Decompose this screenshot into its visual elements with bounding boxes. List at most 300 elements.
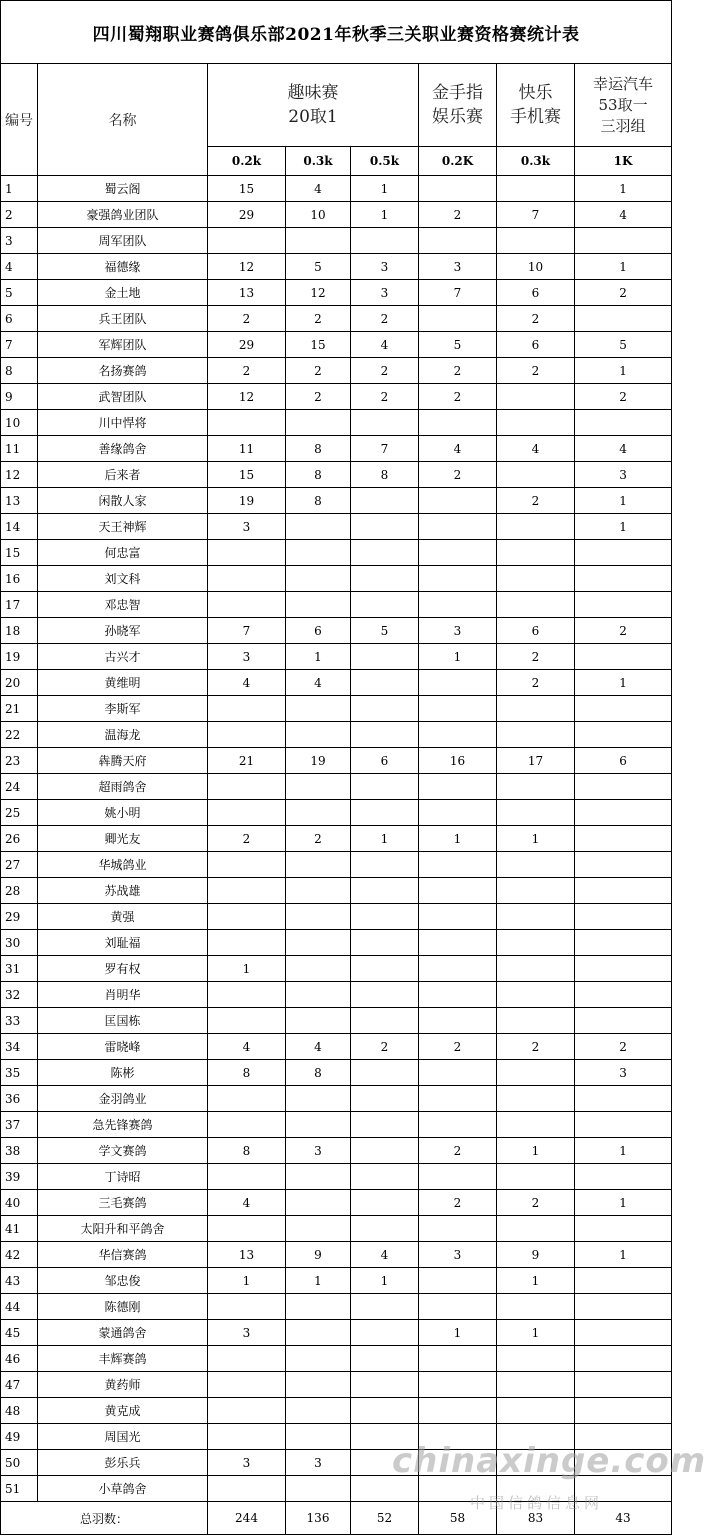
row-value: [497, 1346, 575, 1372]
row-value: [286, 722, 351, 748]
row-value: 1: [351, 202, 419, 228]
row-name: 急先锋赛鸽: [38, 1112, 208, 1138]
row-name: 丁诗昭: [38, 1164, 208, 1190]
row-value: [351, 592, 419, 618]
row-value: 8: [208, 1060, 286, 1086]
row-number: 40: [1, 1190, 38, 1216]
header-gold-line2: 娱乐赛: [432, 107, 483, 127]
row-value: 3: [208, 1320, 286, 1346]
row-value: [575, 1216, 672, 1242]
row-name: 蒙通鸽舍: [38, 1320, 208, 1346]
table-row: [1, 1190, 672, 1216]
row-value: [497, 228, 575, 254]
table-row: [1, 436, 672, 462]
row-number: 20: [1, 670, 38, 696]
row-value: [351, 852, 419, 878]
row-value: [208, 540, 286, 566]
row-number: 29: [1, 904, 38, 930]
row-value: [286, 1190, 351, 1216]
row-number: 48: [1, 1398, 38, 1424]
row-number: 3: [1, 228, 38, 254]
row-value: 2: [208, 306, 286, 332]
row-name: 太阳升和平鸽舍: [38, 1216, 208, 1242]
header-happy-line2: 手机赛: [510, 107, 561, 127]
row-value: 4: [208, 670, 286, 696]
row-value: 6: [497, 332, 575, 358]
row-value: 2: [575, 618, 672, 644]
row-number: 47: [1, 1372, 38, 1398]
row-value: 8: [208, 1138, 286, 1164]
row-value: [497, 462, 575, 488]
row-value: [351, 1112, 419, 1138]
row-value: [351, 1294, 419, 1320]
row-value: [419, 774, 497, 800]
row-value: [208, 1372, 286, 1398]
row-value: 13: [208, 1242, 286, 1268]
row-value: 7: [497, 202, 575, 228]
row-value: 4: [286, 176, 351, 202]
row-value: 3: [419, 254, 497, 280]
row-number: 24: [1, 774, 38, 800]
row-value: [575, 956, 672, 982]
row-value: [497, 1294, 575, 1320]
row-value: [575, 1112, 672, 1138]
row-value: 2: [351, 1034, 419, 1060]
row-value: [351, 644, 419, 670]
row-value: 8: [286, 488, 351, 514]
row-value: [497, 1164, 575, 1190]
row-number: 42: [1, 1242, 38, 1268]
row-value: [286, 904, 351, 930]
row-name: 小草鸽舍: [38, 1476, 208, 1502]
row-value: [286, 1372, 351, 1398]
row-value: 4: [575, 436, 672, 462]
row-name: 邓忠智: [38, 592, 208, 618]
row-value: 19: [286, 748, 351, 774]
row-value: [286, 410, 351, 436]
row-name: 刘文科: [38, 566, 208, 592]
row-value: 6: [575, 748, 672, 774]
row-number: 6: [1, 306, 38, 332]
row-number: 16: [1, 566, 38, 592]
row-value: [286, 930, 351, 956]
row-value: 2: [286, 358, 351, 384]
total-value: 43: [575, 1502, 672, 1535]
header-happy-phone: [497, 64, 575, 147]
row-value: [286, 774, 351, 800]
row-value: 3: [286, 1450, 351, 1476]
row-value: [497, 176, 575, 202]
row-value: [497, 566, 575, 592]
row-value: 5: [575, 332, 672, 358]
row-value: 15: [286, 332, 351, 358]
total-value: 58: [419, 1502, 497, 1535]
row-value: 1: [419, 826, 497, 852]
row-value: [286, 1398, 351, 1424]
row-value: 2: [286, 384, 351, 410]
table-row: [1, 488, 672, 514]
row-name: 李斯军: [38, 696, 208, 722]
row-value: 8: [286, 436, 351, 462]
row-name: 彭乐兵: [38, 1450, 208, 1476]
row-number: 13: [1, 488, 38, 514]
row-value: 12: [208, 384, 286, 410]
row-value: 1: [497, 1320, 575, 1346]
row-value: [575, 306, 672, 332]
total-label: 总羽数：: [79, 1511, 128, 1526]
header-num: 编号: [1, 64, 38, 176]
row-value: 1: [575, 514, 672, 540]
table-row: [1, 540, 672, 566]
row-name: 武智团队: [38, 384, 208, 410]
row-value: [351, 800, 419, 826]
row-name: 黄维明: [38, 670, 208, 696]
row-value: [419, 982, 497, 1008]
row-value: [208, 1398, 286, 1424]
row-value: [208, 1164, 286, 1190]
row-value: [419, 176, 497, 202]
row-value: 2: [419, 462, 497, 488]
row-number: 22: [1, 722, 38, 748]
row-value: [208, 410, 286, 436]
row-number: 17: [1, 592, 38, 618]
row-value: 10: [286, 202, 351, 228]
total-value: 136: [286, 1502, 351, 1535]
row-value: 16: [419, 748, 497, 774]
row-value: 2: [419, 384, 497, 410]
row-value: 3: [351, 254, 419, 280]
row-number: 14: [1, 514, 38, 540]
row-value: [419, 1086, 497, 1112]
row-number: 28: [1, 878, 38, 904]
table-row: [1, 800, 672, 826]
header-lucky-line3: 三羽组: [600, 116, 646, 135]
row-value: [419, 696, 497, 722]
row-number: 39: [1, 1164, 38, 1190]
row-value: 1: [575, 254, 672, 280]
row-value: [351, 1086, 419, 1112]
row-value: [497, 384, 575, 410]
row-value: [208, 1112, 286, 1138]
row-value: [575, 1086, 672, 1112]
row-value: [286, 1008, 351, 1034]
row-value: 2: [497, 670, 575, 696]
row-value: 2: [286, 826, 351, 852]
row-number: 7: [1, 332, 38, 358]
row-value: [575, 982, 672, 1008]
row-value: [286, 852, 351, 878]
table-row: [1, 1034, 672, 1060]
row-value: [575, 774, 672, 800]
row-value: 2: [497, 644, 575, 670]
row-value: 2: [497, 1190, 575, 1216]
row-value: 2: [575, 280, 672, 306]
row-value: [497, 852, 575, 878]
row-value: 8: [351, 462, 419, 488]
row-number: 4: [1, 254, 38, 280]
header-lucky-line2: 53取一: [598, 95, 648, 114]
row-value: 2: [497, 358, 575, 384]
row-name: 陈彬: [38, 1060, 208, 1086]
row-value: [419, 956, 497, 982]
row-value: 7: [208, 618, 286, 644]
row-value: 1: [497, 826, 575, 852]
row-number: 32: [1, 982, 38, 1008]
row-value: 2: [286, 306, 351, 332]
row-value: [575, 696, 672, 722]
row-name: 川中悍将: [38, 410, 208, 436]
watermark-site: chinaxinge.com: [392, 1441, 706, 1481]
row-value: [575, 410, 672, 436]
row-value: [351, 930, 419, 956]
row-value: [419, 1346, 497, 1372]
row-value: 3: [351, 280, 419, 306]
row-value: 2: [419, 202, 497, 228]
row-name: 黄强: [38, 904, 208, 930]
row-value: 1: [575, 1138, 672, 1164]
row-value: [575, 1320, 672, 1346]
row-value: 2: [208, 358, 286, 384]
row-value: [208, 1008, 286, 1034]
row-value: [575, 592, 672, 618]
table-row: [1, 566, 672, 592]
row-number: 33: [1, 1008, 38, 1034]
row-value: 1: [208, 956, 286, 982]
row-value: [575, 1372, 672, 1398]
row-value: 1: [286, 644, 351, 670]
row-value: [419, 566, 497, 592]
row-value: [497, 1086, 575, 1112]
row-number: 1: [1, 176, 38, 202]
row-name: 肖明华: [38, 982, 208, 1008]
total-value: 83: [497, 1502, 575, 1535]
row-value: [497, 930, 575, 956]
row-value: 1: [351, 176, 419, 202]
table-row: [1, 1294, 672, 1320]
table-row: [1, 748, 672, 774]
row-number: 23: [1, 748, 38, 774]
row-number: 10: [1, 410, 38, 436]
table-row: [1, 306, 672, 332]
row-value: 3: [208, 644, 286, 670]
row-number: 26: [1, 826, 38, 852]
row-value: 6: [497, 618, 575, 644]
row-value: [286, 228, 351, 254]
row-value: 2: [497, 488, 575, 514]
subheader-distance: 0.3k: [286, 147, 351, 176]
row-value: [575, 826, 672, 852]
row-value: 2: [575, 1034, 672, 1060]
row-value: 10: [497, 254, 575, 280]
row-value: [351, 982, 419, 1008]
row-value: 1: [208, 1268, 286, 1294]
row-value: [286, 592, 351, 618]
row-value: [208, 852, 286, 878]
row-value: [286, 1424, 351, 1450]
row-value: 2: [208, 826, 286, 852]
row-value: 6: [497, 280, 575, 306]
row-value: [575, 566, 672, 592]
row-value: [286, 1294, 351, 1320]
row-name: 陈德刚: [38, 1294, 208, 1320]
row-value: [286, 1346, 351, 1372]
row-value: [497, 410, 575, 436]
table-row: [1, 696, 672, 722]
row-value: [419, 1164, 497, 1190]
table-row: [1, 358, 672, 384]
row-value: 1: [575, 670, 672, 696]
row-value: [497, 904, 575, 930]
row-value: 3: [208, 514, 286, 540]
row-value: [497, 1060, 575, 1086]
row-value: [497, 774, 575, 800]
table-row: [1, 1112, 672, 1138]
row-value: [351, 1398, 419, 1424]
row-value: [286, 696, 351, 722]
row-value: [351, 878, 419, 904]
row-number: 50: [1, 1450, 38, 1476]
row-value: [351, 1008, 419, 1034]
row-value: [351, 1372, 419, 1398]
row-value: [208, 800, 286, 826]
row-value: [575, 722, 672, 748]
row-value: [575, 644, 672, 670]
row-value: 29: [208, 332, 286, 358]
row-number: 51: [1, 1476, 38, 1502]
row-name: 黄克成: [38, 1398, 208, 1424]
row-value: [208, 722, 286, 748]
row-value: [208, 1294, 286, 1320]
table-row: [1, 1398, 672, 1424]
row-name: 孙晓军: [38, 618, 208, 644]
row-value: [286, 982, 351, 1008]
table-row: [1, 930, 672, 956]
row-name: 兵王团队: [38, 306, 208, 332]
row-name: 罗有权: [38, 956, 208, 982]
table-row: [1, 410, 672, 436]
row-number: 19: [1, 644, 38, 670]
row-name: 丰辉赛鸽: [38, 1346, 208, 1372]
row-value: [497, 982, 575, 1008]
row-value: 2: [351, 384, 419, 410]
row-value: [419, 670, 497, 696]
row-value: 3: [286, 1138, 351, 1164]
row-value: 15: [208, 462, 286, 488]
row-name: 善缘鸽舍: [38, 436, 208, 462]
row-value: 3: [575, 462, 672, 488]
row-name: 三毛赛鸽: [38, 1190, 208, 1216]
row-value: 4: [575, 202, 672, 228]
table-row: [1, 1086, 672, 1112]
row-value: 19: [208, 488, 286, 514]
row-value: 12: [286, 280, 351, 306]
row-value: [497, 696, 575, 722]
row-value: [351, 956, 419, 982]
row-value: [497, 722, 575, 748]
row-name: 学文赛鸽: [38, 1138, 208, 1164]
row-value: [351, 670, 419, 696]
row-value: 1: [497, 1268, 575, 1294]
header-fun-line2: 20取1: [288, 107, 338, 127]
row-value: 4: [208, 1190, 286, 1216]
row-value: [575, 540, 672, 566]
row-value: [419, 228, 497, 254]
row-value: 4: [208, 1034, 286, 1060]
row-name: 金土地: [38, 280, 208, 306]
row-value: [419, 592, 497, 618]
table-row: [1, 384, 672, 410]
row-value: [286, 956, 351, 982]
row-value: [351, 1216, 419, 1242]
row-value: [351, 722, 419, 748]
row-value: [286, 878, 351, 904]
watermark-sub: 中国信鸽信息网: [470, 1494, 604, 1512]
row-name: 刘耻福: [38, 930, 208, 956]
table-row: [1, 1060, 672, 1086]
row-value: [351, 1138, 419, 1164]
row-number: 43: [1, 1268, 38, 1294]
row-value: [286, 1086, 351, 1112]
row-value: 2: [351, 358, 419, 384]
row-value: 1: [575, 488, 672, 514]
row-value: [286, 1320, 351, 1346]
row-value: [208, 566, 286, 592]
row-value: [286, 1164, 351, 1190]
row-value: [208, 228, 286, 254]
row-value: [575, 1398, 672, 1424]
row-value: 1: [419, 1320, 497, 1346]
row-value: [575, 1268, 672, 1294]
row-value: [208, 878, 286, 904]
subheader-distance: 0.2k: [208, 147, 286, 176]
row-value: [208, 592, 286, 618]
row-name: 温海龙: [38, 722, 208, 748]
row-value: [286, 514, 351, 540]
row-value: 6: [286, 618, 351, 644]
row-value: [497, 1112, 575, 1138]
row-value: [286, 1216, 351, 1242]
subheader-distance: 1K: [575, 147, 672, 176]
row-number: 49: [1, 1424, 38, 1450]
row-value: [286, 566, 351, 592]
row-value: [575, 930, 672, 956]
total-value: 244: [208, 1502, 286, 1535]
row-value: 1: [286, 1268, 351, 1294]
row-value: 4: [286, 670, 351, 696]
row-value: 7: [419, 280, 497, 306]
row-value: [497, 1216, 575, 1242]
row-name: 匡国栋: [38, 1008, 208, 1034]
row-value: [208, 1424, 286, 1450]
row-value: [497, 1008, 575, 1034]
row-value: [351, 904, 419, 930]
row-value: [208, 696, 286, 722]
row-name: 周军团队: [38, 228, 208, 254]
row-value: [419, 488, 497, 514]
row-value: [351, 1346, 419, 1372]
row-number: 37: [1, 1112, 38, 1138]
table-row: [1, 1164, 672, 1190]
row-value: 3: [575, 1060, 672, 1086]
table-row: [1, 202, 672, 228]
table-row: [1, 1008, 672, 1034]
row-value: 5: [351, 618, 419, 644]
row-value: [497, 592, 575, 618]
row-value: [497, 878, 575, 904]
row-name: 后来者: [38, 462, 208, 488]
table-row: [1, 956, 672, 982]
table-row: [1, 904, 672, 930]
